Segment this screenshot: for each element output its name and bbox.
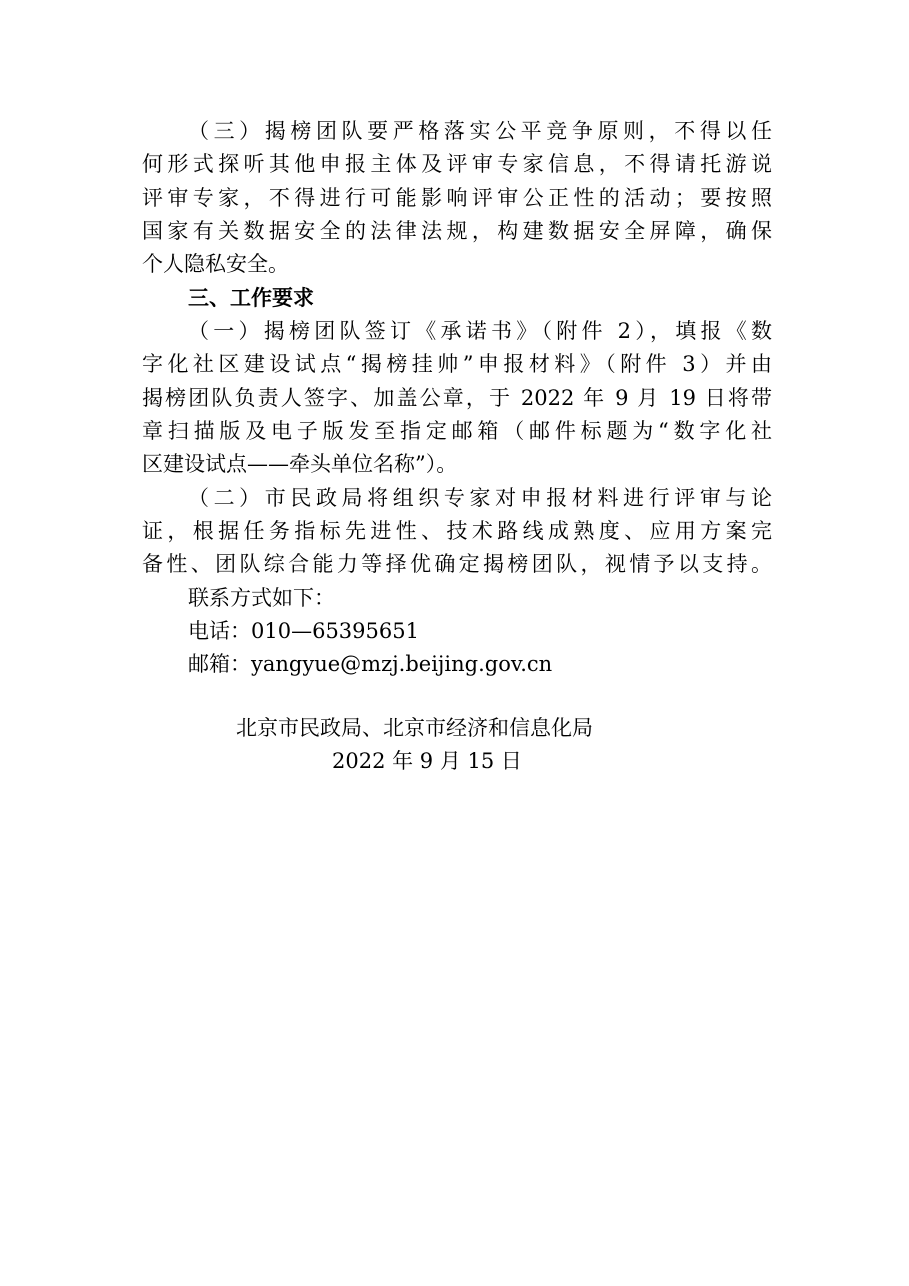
para-3-line-2: 何形式探听其他申报主体及评审专家信息，不得请托游说: [142, 152, 772, 176]
req-1-line-1: （一）揭榜团队签订《承诺书》（附件 2），填报《数: [188, 319, 772, 343]
contact-email: 邮箱：yangyue@mzj.beijing.gov.cn: [188, 652, 553, 676]
req-2-line-1: （二）市民政局将组织专家对申报材料进行评审与论: [188, 486, 772, 510]
contact-phone: 电话：010—65395651: [188, 619, 419, 643]
contact-intro: 联系方式如下：: [188, 586, 335, 610]
para-3-line-4: 国家有关数据安全的法律法规，构建数据安全屏障，确保: [142, 219, 772, 243]
para-3-line-1: （三）揭榜团队要严格落实公平竞争原则，不得以任: [188, 119, 772, 143]
signature-date: 2022 年 9 月 15 日: [332, 749, 522, 773]
para-3-line-3: 评审专家，不得进行可能影响评审公正性的活动；要按照: [142, 186, 772, 210]
section-heading: 三、工作要求: [188, 286, 314, 310]
req-1-line-5: 区建设试点——牵头单位名称”）。: [142, 452, 458, 476]
req-2-line-2: 证，根据任务指标先进性、技术路线成熟度、应用方案完: [142, 519, 772, 543]
req-2-line-3: 备性、团队综合能力等择优确定揭榜团队，视情予以支持。: [142, 552, 772, 576]
signature-issuers: 北京市民政局、北京市经济和信息化局: [236, 716, 593, 740]
req-1-line-4: 章扫描版及电子版发至指定邮箱（邮件标题为“数字化社: [142, 419, 772, 443]
req-1-line-3: 揭榜团队负责人签字、加盖公章，于 2022 年 9 月 19 日将带: [142, 386, 772, 410]
req-1-line-2: 字化社区建设试点“揭榜挂帅”申报材料》（附件 3）并由: [142, 352, 772, 376]
para-3-line-5: 个人隐私安全。: [142, 252, 289, 276]
